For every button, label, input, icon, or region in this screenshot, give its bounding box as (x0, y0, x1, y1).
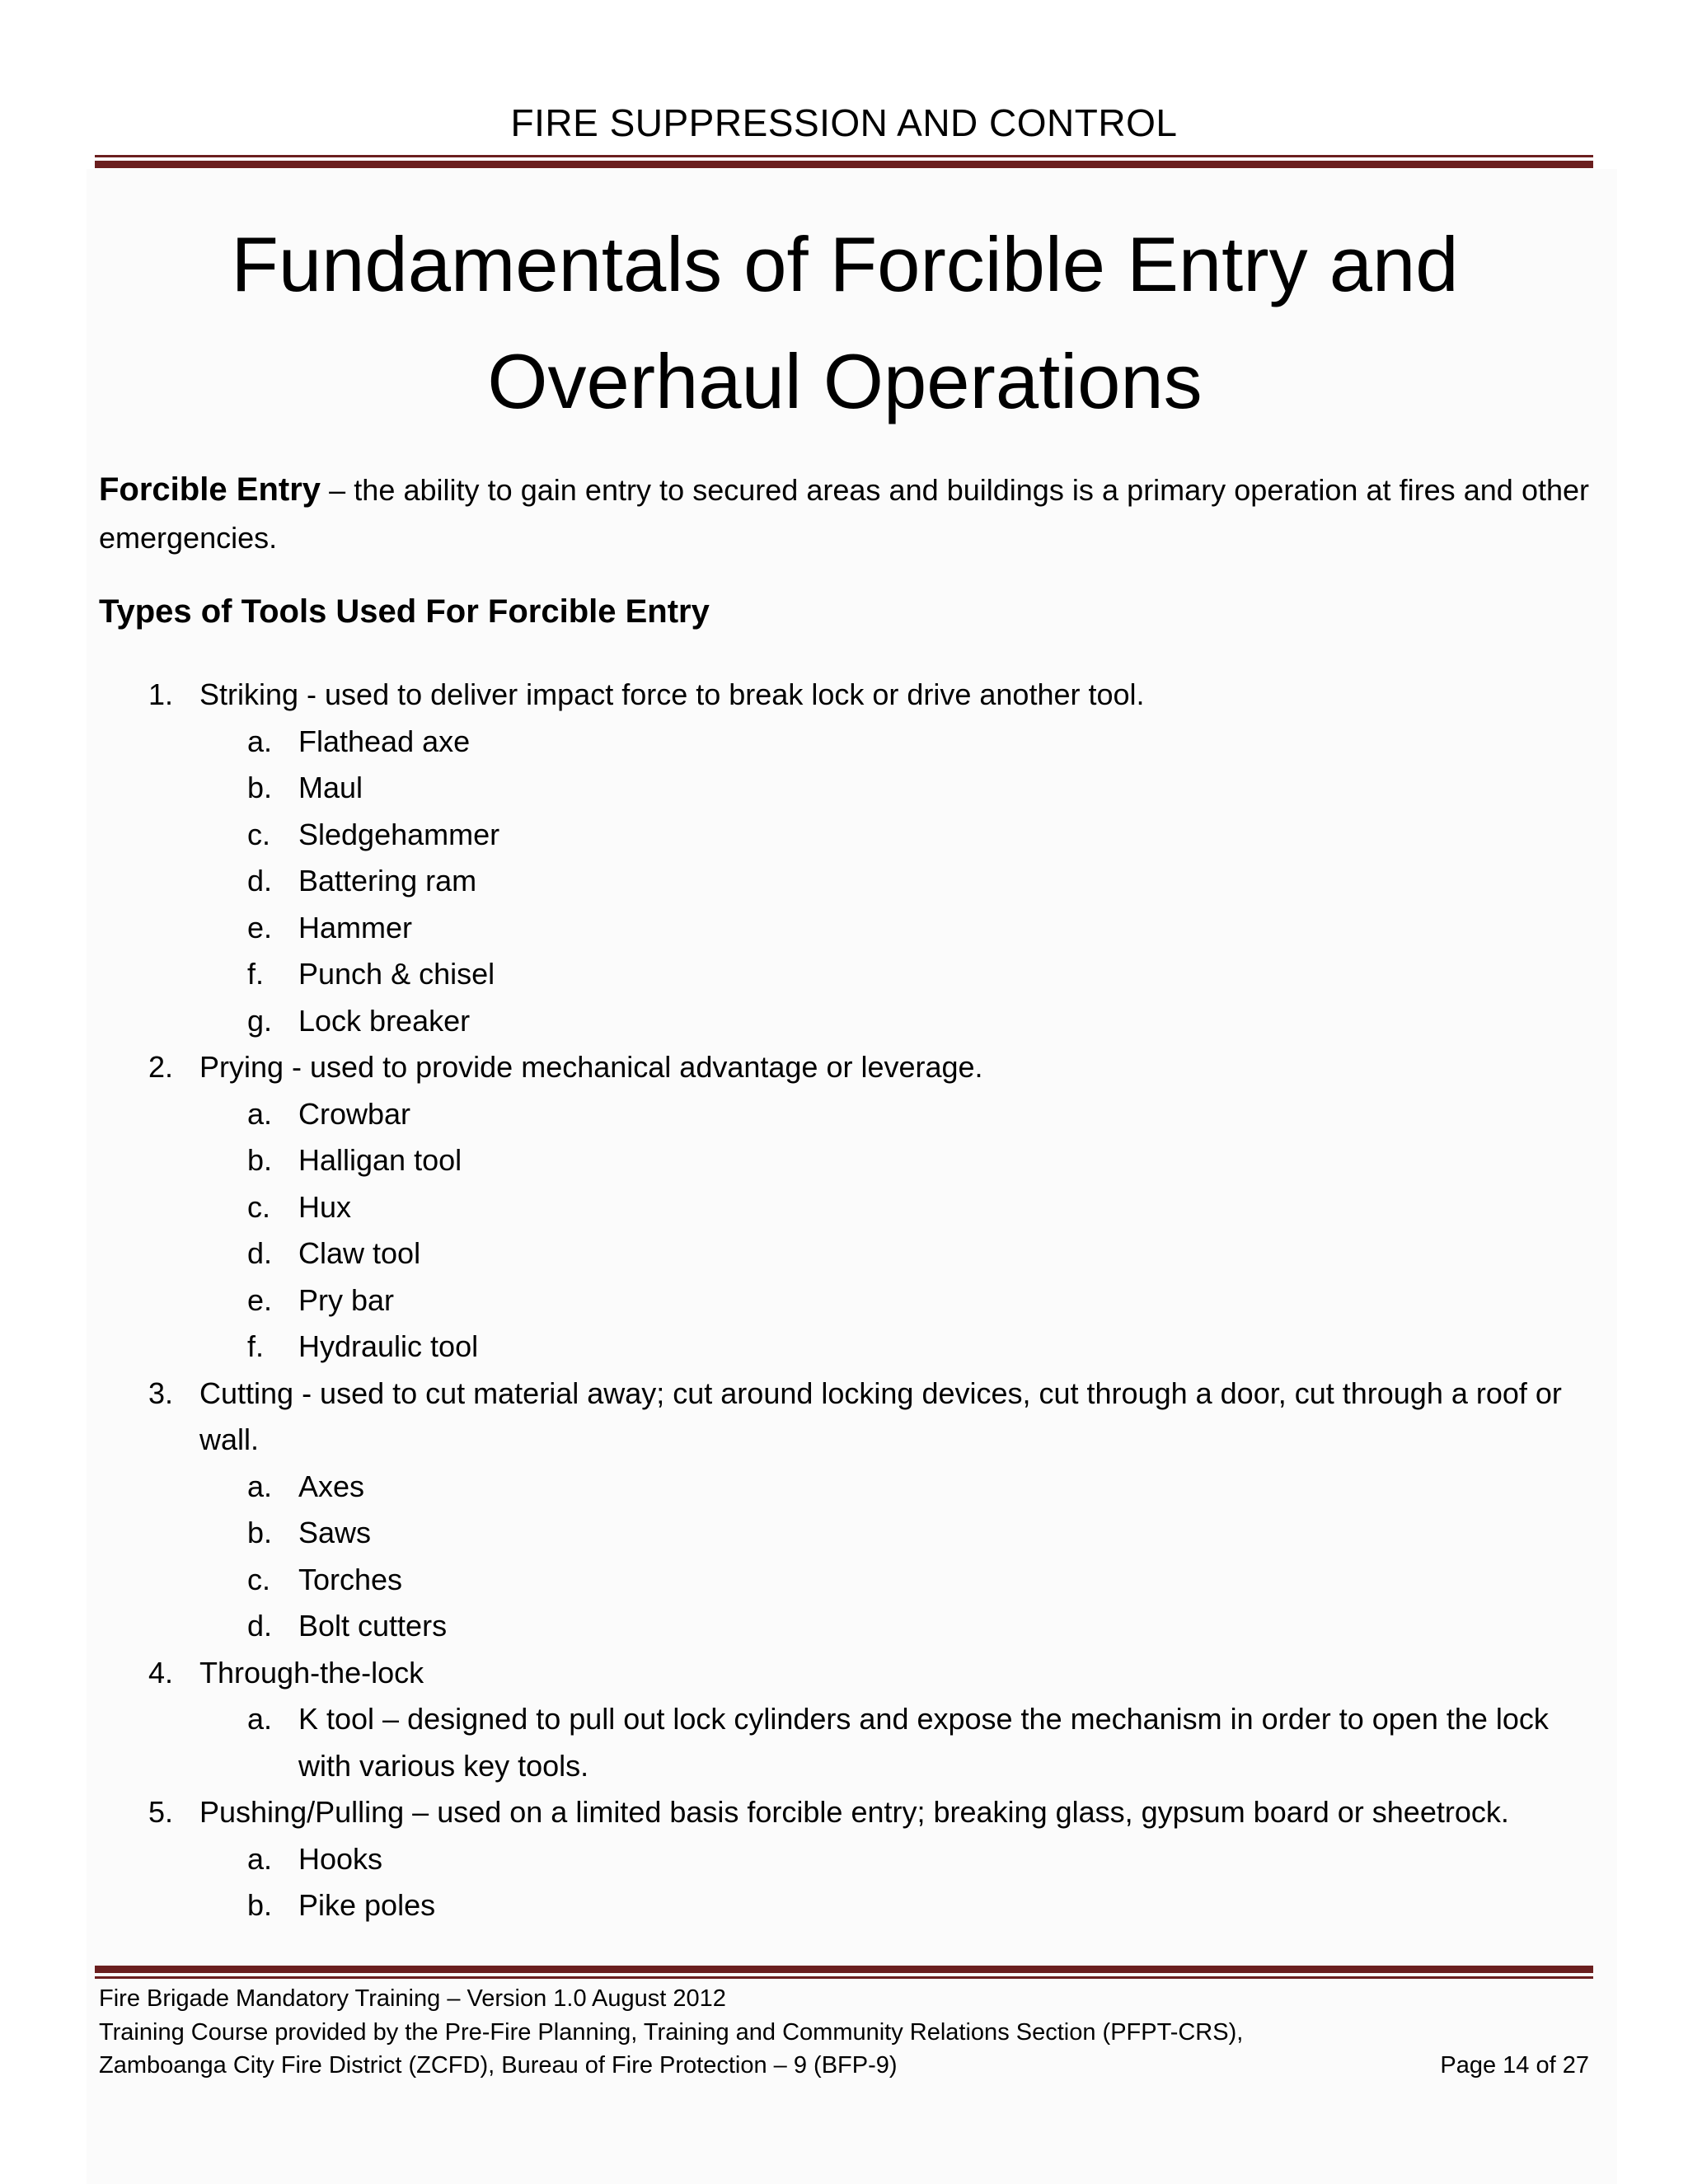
sub-list-item (99, 1230, 1589, 1277)
list-item-number: 5. (148, 1795, 174, 1829)
sub-list-item-letter: a. (247, 1096, 273, 1131)
page-number: Page 14 of 27 (1440, 2052, 1589, 2079)
sub-list-item (99, 1184, 1589, 1231)
sub-list-item (99, 1882, 1589, 1929)
sub-list-item-text: Pike poles (298, 1888, 436, 1922)
sub-list-item-letter: d. (247, 864, 273, 898)
sub-list-item-letter: f. (247, 1329, 265, 1363)
footer-line-1: Fire Brigade Mandatory Training – Version 1.0 August 2012 (99, 1985, 726, 2012)
sub-list-item-letter: b. (247, 1888, 273, 1922)
list-item (99, 672, 1589, 719)
sub-list-item (99, 1557, 1589, 1604)
sub-list-item-letter: e. (247, 1282, 273, 1317)
document-title (99, 206, 1591, 440)
sub-list-item (99, 1091, 1589, 1138)
sub-list-item-text: Halligan tool (298, 1143, 462, 1177)
footer-line-2: Training Course provided by the Pre-Fire Planning, Training and Community Relations Section (PFPT-CRS), (99, 2018, 1244, 2046)
sub-list-item-letter: g. (247, 1003, 273, 1038)
list-item-text: Prying - used to provide mechanical advantage or leverage. (199, 1050, 983, 1084)
list-item-text: Striking - used to deliver impact force to break lock or drive another tool. (199, 677, 1145, 711)
sub-list-item (99, 1324, 1589, 1371)
sub-list-item-letter: a. (247, 1469, 273, 1503)
sub-list-item-text: Hammer (298, 910, 413, 944)
sub-list-item (99, 719, 1589, 766)
intro-paragraph (99, 466, 1589, 562)
list-item-number: 2. (148, 1050, 174, 1084)
sub-list-item-text: Saws (298, 1516, 372, 1549)
sub-list-item (99, 951, 1589, 998)
sub-list-item-text: Claw tool (298, 1236, 421, 1270)
sub-list-item-text: K tool – designed to pull out lock cylinders and expose the mechanism in order to open the lock with various key tools. (298, 1702, 1549, 1783)
list-item (99, 1044, 1589, 1091)
sub-list-item-text: Hooks (298, 1841, 383, 1876)
sub-list-item-text: Pry bar (298, 1282, 395, 1317)
list-item-number: 3. (148, 1376, 174, 1410)
sub-list-item-text: Torches (298, 1562, 403, 1596)
sub-list-item-text: Hux (298, 1189, 352, 1224)
sub-list-item-letter: e. (247, 910, 273, 944)
list-item (99, 1789, 1589, 1836)
sub-list-item-text: Bolt cutters (298, 1609, 448, 1643)
list-item (99, 1371, 1589, 1464)
sub-list-item-text: Battering ram (298, 864, 477, 898)
footer-line-3: Zamboanga City Fire District (ZCFD), Bureau of Fire Protection – 9 (BFP-9) (99, 2052, 898, 2079)
sub-list-item (99, 1603, 1589, 1650)
sub-list-item-text: Axes (298, 1469, 365, 1503)
sub-list-item-letter: c. (247, 1189, 271, 1224)
title-line-1: Fundamentals of Forcible Entry and (231, 221, 1459, 307)
list-item (99, 1650, 1589, 1697)
footer (99, 1982, 1589, 2083)
running-header: FIRE SUPPRESSION AND CONTROL (510, 101, 1178, 144)
sub-list-item (99, 1137, 1589, 1184)
list-item-text: Pushing/Pulling – used on a limited basis forcible entry; breaking glass, gypsum board or sheetrock. (199, 1795, 1509, 1829)
sub-list-item-letter: d. (247, 1236, 273, 1270)
sub-list-item (99, 1836, 1589, 1883)
sub-list-item-text: Crowbar (298, 1096, 411, 1131)
sub-list-item-letter: c. (247, 817, 271, 851)
sub-list-item (99, 858, 1589, 905)
sub-list-item (99, 812, 1589, 859)
sub-list-item (99, 1510, 1589, 1557)
intro-text: – the ability to gain entry to secured areas and buildings is a primary operation at fires and other emergencies. (99, 473, 1589, 555)
sub-list-item (99, 905, 1589, 952)
sub-list-item-text: Sledgehammer (298, 817, 500, 851)
sub-list-item-letter: a. (247, 1841, 273, 1876)
sub-list-item-text: Maul (298, 771, 363, 804)
sub-list-item-letter: c. (247, 1562, 271, 1596)
tool-types-list (99, 672, 1589, 1929)
sub-list-item-text: Hydraulic tool (298, 1329, 479, 1363)
sub-list-item-letter: a. (247, 1702, 273, 1736)
sub-list-item-letter: b. (247, 1143, 273, 1177)
title-line-2: Overhaul Operations (487, 338, 1203, 424)
sub-list-item-text: Punch & chisel (298, 957, 495, 991)
list-item-text: Cutting - used to cut material away; cut around locking devices, cut through a door, cut through a roof or wall. (199, 1376, 1562, 1456)
sub-list-item (99, 1277, 1589, 1324)
sub-list-item (99, 765, 1589, 812)
sub-list-item-letter: b. (247, 1516, 273, 1549)
sub-list-item-letter: b. (247, 771, 273, 804)
sub-list-item-letter: f. (247, 957, 265, 991)
sub-list-item-text: Flathead axe (298, 724, 471, 758)
sub-list-item-text: Lock breaker (298, 1003, 471, 1038)
list-item-number: 4. (148, 1655, 174, 1690)
section-heading: Types of Tools Used For Forcible Entry (99, 593, 710, 630)
intro-term: Forcible Entry (99, 471, 321, 508)
sub-list-item (99, 1696, 1589, 1789)
list-item-text: Through-the-lock (199, 1655, 424, 1690)
header-rule (95, 155, 1593, 168)
footer-rule (95, 1966, 1593, 1979)
sub-list-item-letter: d. (247, 1609, 273, 1643)
sub-list-item (99, 998, 1589, 1045)
sub-list-item (99, 1464, 1589, 1511)
list-item-number: 1. (148, 677, 174, 711)
sub-list-item-letter: a. (247, 724, 273, 758)
